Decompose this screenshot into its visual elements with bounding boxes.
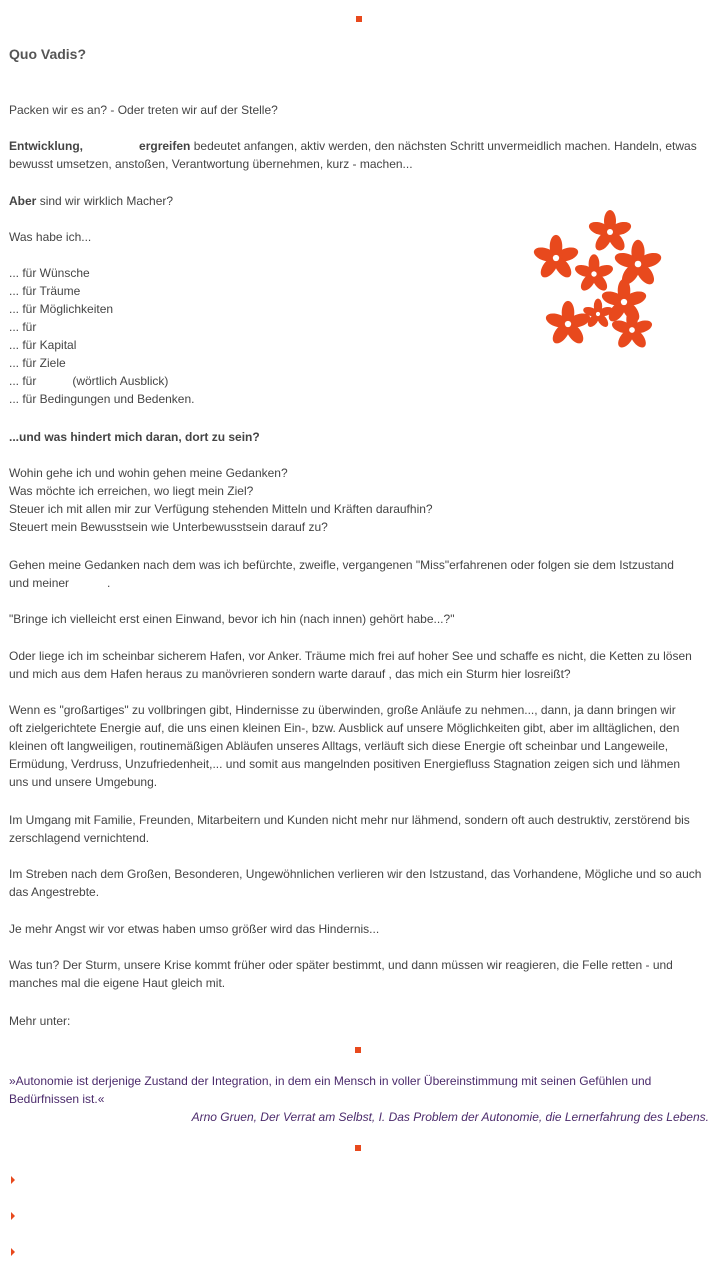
paragraph-line: manches mal die eigene Haut gleich mit. <box>9 976 226 990</box>
paragraph-was-habe-ich: Was habe ich... <box>9 230 92 244</box>
bold-aber: Aber <box>9 194 37 208</box>
square-bullet-icon <box>356 16 362 22</box>
paragraph-grossartiges <box>9 701 707 791</box>
intro-text: Packen wir es an? - Oder treten wir auf der Stelle? <box>9 103 278 117</box>
list-item-suffix: (wörtlich Ausblick) <box>72 374 169 388</box>
paragraph-umgang <box>9 811 707 847</box>
list-item: ... für Kapital <box>9 338 77 352</box>
paragraph-line: kleinen oft langweiligen, routinemäßigen Abläufen unseres Alltags, verläuft sich diese Energie oft scheinbar und Langeweile, <box>9 739 669 753</box>
triangle-bullet-icon[interactable] <box>11 1176 15 1184</box>
paragraph-streben <box>9 865 707 901</box>
question-heading: ...und was hindert mich daran, dort zu sein? <box>9 430 260 444</box>
list-item <box>9 372 707 390</box>
paragraph-was-tun <box>9 956 707 992</box>
paragraph-hafen <box>9 647 707 683</box>
paragraph-line: das Angestrebte. <box>9 885 100 899</box>
flower-cluster-icon <box>528 206 672 356</box>
paragraph-line: Im Streben nach dem Großen, Besonderen, Ungewöhnlichen verlieren wir den Istzustand, das Vorhandene, Mögliche und so auch <box>9 867 702 881</box>
paragraph-aber-text: sind wir wirklich Macher? <box>39 194 174 208</box>
quote-line: »Autonomie ist derjenige Zustand der Integration, in dem ein Mensch in voller Übereinstimmung mit seinen Gefühlen und <box>9 1074 652 1088</box>
paragraph-entwicklung-line2: bewusst umsetzen, anstoßen, Verantwortung übernehmen, kurz - machen... <box>9 157 413 171</box>
square-bullet-icon <box>355 1145 361 1151</box>
list-item: ... für Träume <box>9 284 81 298</box>
bold-entwicklung: Entwicklung, <box>9 139 84 153</box>
paragraph-entwicklung-line1: bedeutet anfangen, aktiv werden, den nächsten Schritt unvermeidlich machen. Handeln, etwas <box>193 139 697 153</box>
list-item: ... für Ziele <box>9 356 66 370</box>
bold-ergreifen: ergreifen <box>139 139 191 153</box>
question-line: Was möchte ich erreichen, wo liegt mein Ziel? <box>9 484 254 498</box>
paragraph-line: Im Umgang mit Familie, Freunden, Mitarbeitern und Kunden nicht mehr nur lähmend, sondern oft auch destruktiv, zerstörend bis <box>9 813 690 827</box>
list-item: ... für <box>9 320 37 334</box>
quote-line: Bedürfnissen ist.« <box>9 1092 105 1106</box>
more-label: Mehr unter: <box>9 1014 71 1028</box>
question-line: Steuert mein Bewusstsein wie Unterbewusstsein darauf zu? <box>9 520 328 534</box>
paragraph-gedanken <box>9 556 707 592</box>
paragraph-line: und mich aus dem Hafen heraus zu manövrieren sondern warte darauf , das mich ein Sturm hier losreißt? <box>9 667 571 681</box>
paragraph-line: oft zielgerichtete Energie auf, die uns einen kleinen Ein-, bzw. Ausblick auf unsere Möglichkeiten gibt, aber im alltäglichen, den <box>9 721 680 735</box>
list-item: ... für Bedingungen und Bedenken. <box>9 392 195 406</box>
question-line: Wohin gehe ich und wohin gehen meine Gedanken? <box>9 466 288 480</box>
list-item-text: ... für <box>9 374 37 388</box>
paragraph-line-start: und meiner <box>9 576 70 590</box>
quote-source: Arno Gruen, Der Verrat am Selbst, I. Das Problem der Autonomie, die Lernerfahrung des Lebens. <box>191 1110 709 1124</box>
question-line: Steuer ich mit allen mir zur Verfügung stehenden Mitteln und Kräften daraufhin? <box>9 502 433 516</box>
questions-list <box>9 464 707 536</box>
paragraph-line: Was tun? Der Sturm, unsere Krise kommt früher oder später bestimmt, und dann müssen wir reagieren, die Felle retten - und <box>9 958 673 972</box>
list-item: ... für Wünsche <box>9 266 90 280</box>
list-item: ... für Möglichkeiten <box>9 302 114 316</box>
page-title: Quo Vadis? <box>9 46 87 62</box>
paragraph-line: zerschlagend vernichtend. <box>9 831 150 845</box>
paragraph-entwicklung <box>9 137 707 173</box>
quote-block <box>9 1072 711 1108</box>
triangle-bullet-icon[interactable] <box>11 1212 15 1220</box>
paragraph-line: Oder liege ich im scheinbar sicherem Hafen, vor Anker. Träume mich frei auf hoher See und schaffe es nicht, die Ketten zu lösen <box>9 649 692 663</box>
paragraph-line: uns und unsere Umgebung. <box>9 775 158 789</box>
triangle-bullet-icon[interactable] <box>11 1248 15 1256</box>
paragraph-line: Wenn es "großartiges" zu vollbringen gibt, Hindernisse zu überwinden, große Anläufe zu nehmen..., dann, ja dann bringen wir <box>9 703 676 717</box>
paragraph-line-end: . <box>107 576 111 590</box>
square-bullet-icon <box>355 1047 361 1053</box>
paragraph-line: Ermüdung, Verdruss, Unzufriedenheit,... und somit aus mangelnden positiven Energiefluss Stagnation zeigen sich und lähmen <box>9 757 681 771</box>
paragraph-angst: Je mehr Angst wir vor etwas haben umso größer wird das Hindernis... <box>9 922 380 936</box>
paragraph-line: Gehen meine Gedanken nach dem was ich befürchte, zweifle, vergangenen "Miss"erfahrenen oder folgen sie dem Istzustand <box>9 558 674 572</box>
paragraph-einwand: "Bringe ich vielleicht erst einen Einwand, bevor ich hin (nach innen) gehört habe...?" <box>9 612 455 626</box>
paragraph-line <box>9 574 707 592</box>
